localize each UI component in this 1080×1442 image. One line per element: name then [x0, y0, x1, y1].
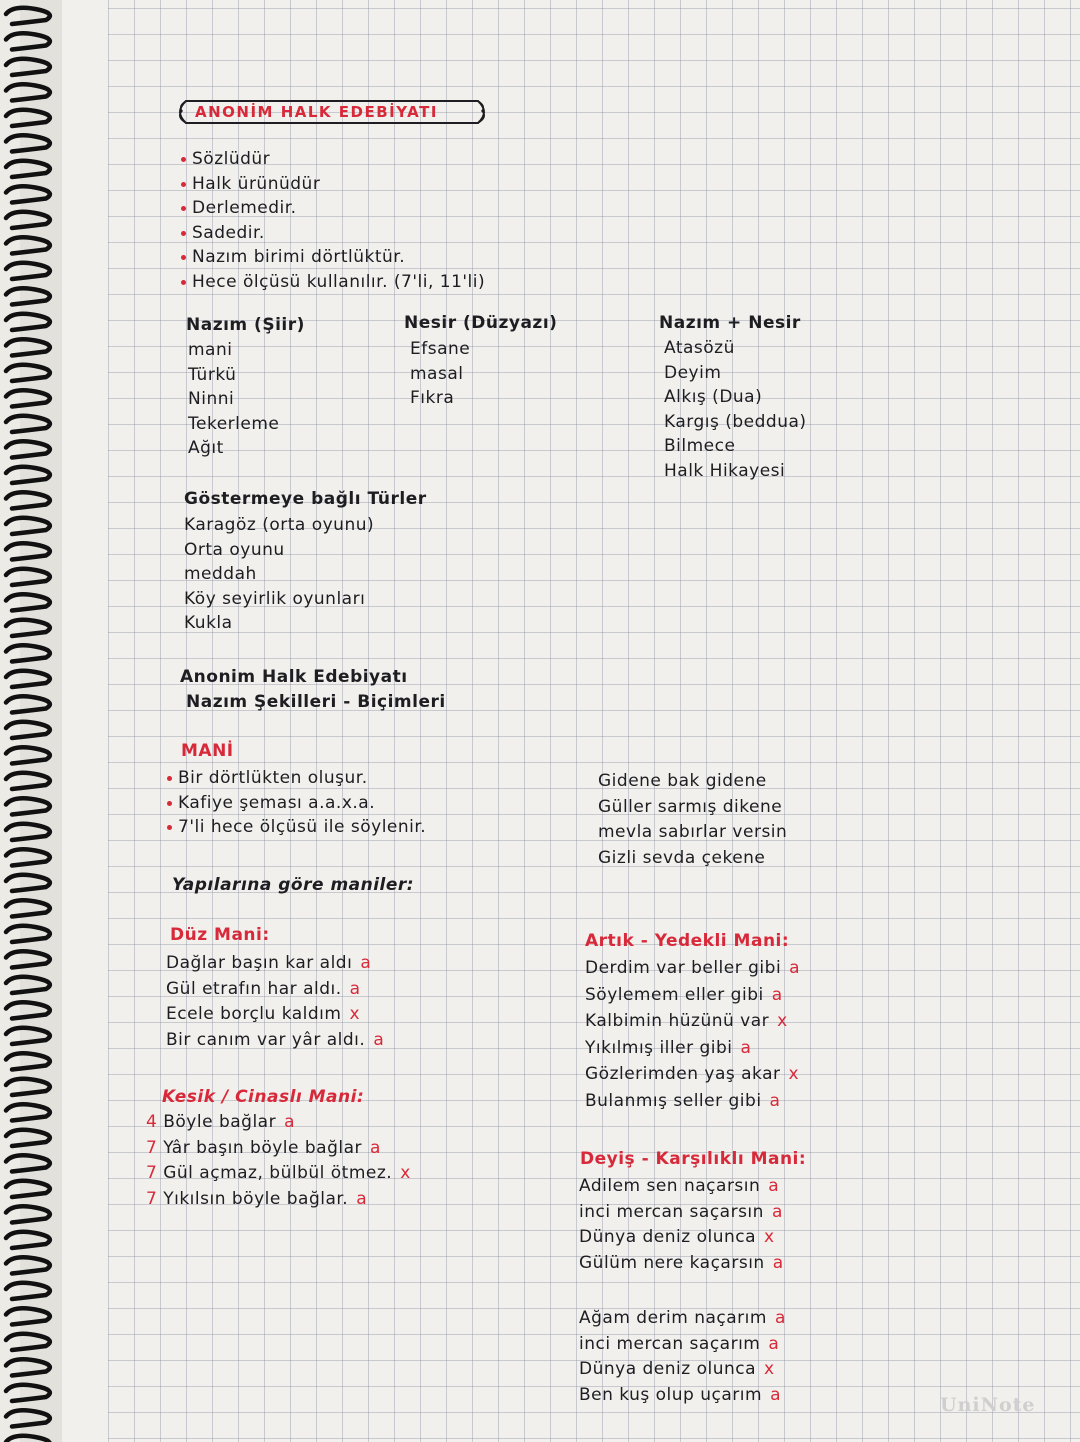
kesik-mani-line [146, 1110, 411, 1135]
spiral-coil [6, 1257, 50, 1273]
spiral-coil [6, 467, 50, 483]
rhyme-mark: a [771, 984, 783, 1005]
spiral-coil [6, 212, 50, 228]
artik-mani-line [585, 1089, 800, 1114]
spiral-coil [6, 569, 50, 585]
gosterme-heading: Göstermeye bağlı Türler [184, 489, 427, 509]
deyis-mani-line [579, 1306, 786, 1331]
spiral-coil [6, 492, 50, 508]
spiral-coil [6, 1155, 50, 1171]
line-text: Yıkılmış iller gibi [585, 1037, 733, 1058]
spiral-coil [6, 671, 50, 687]
mani-example-line: Gizli sevda çekene [598, 847, 766, 868]
spiral-coil [6, 365, 50, 381]
nazim-item: Türkü [188, 364, 237, 385]
spiral-coil [6, 1410, 50, 1426]
spiral-coil [6, 186, 50, 202]
deyis-mani-heading: Deyiş - Karşılıklı Mani: [580, 1149, 807, 1169]
duz-mani-line [166, 951, 384, 976]
kesik-mani-lines [146, 1110, 411, 1211]
line-text: Gül etrafın har aldı. [166, 978, 342, 999]
rhyme-mark: a [360, 953, 372, 973]
nazim-item: Tekerleme [188, 413, 280, 434]
nesir-item: Fıkra [410, 388, 455, 408]
rhyme-mark: a [770, 1384, 781, 1405]
artik-mani-line [585, 1036, 800, 1061]
line-text: Dünya deniz olunca [579, 1227, 757, 1247]
feature-item: Sözlüdür [192, 147, 485, 172]
duz-mani-heading: Düz Mani: [170, 925, 270, 945]
nazim-item: mani [188, 340, 233, 360]
line-text: inci mercan saçarım [579, 1333, 761, 1354]
yapilarina-heading: Yapılarına göre maniler: [172, 875, 415, 895]
spiral-coil [6, 237, 50, 253]
line-text: inci mercan saçarsın [579, 1201, 764, 1222]
kesik-mani-line [146, 1161, 411, 1186]
spiral-coil [6, 1385, 50, 1401]
nazim-nesir-heading: Nazım + Nesir [659, 313, 801, 333]
spiral-coil [6, 900, 50, 916]
feature-item: Hece ölçüsü kullanılır. (7'li, 11'li) [192, 270, 485, 295]
spiral-coil [6, 263, 50, 279]
spiral-coil [6, 1181, 50, 1197]
mani-example-line: Güller sarmış dikene [598, 796, 783, 817]
rhyme-mark: x [764, 1227, 775, 1247]
spiral-coil [6, 416, 50, 432]
artik-mani-line [585, 1009, 800, 1034]
page-title: ANONİM HALK EDEBİYATI [195, 103, 438, 121]
mani-example-line: mevla sabırlar versin [598, 822, 788, 842]
spiral-coil [6, 1359, 50, 1375]
deyis-mani-line [579, 1174, 784, 1199]
spiral-coil [6, 1232, 50, 1248]
rhyme-mark: a [349, 978, 361, 999]
spiral-coil [6, 1206, 50, 1222]
deyis-mani-line [579, 1200, 784, 1225]
artik-mani-lines [585, 956, 800, 1113]
spiral-coil [6, 84, 50, 100]
nazim-item: Ninni [188, 389, 235, 409]
line-text: Adilem sen naçarsın [579, 1176, 761, 1196]
nazim-nesir-item: Alkış (Dua) [664, 387, 763, 407]
mani-example-line: Gidene bak gidene [598, 771, 767, 791]
kesik-mani-heading: Kesik / Cinaslı Mani: [162, 1087, 365, 1107]
nazim-nesir-list [664, 336, 807, 483]
rhyme-mark: a [740, 1037, 752, 1058]
spiral-coil [6, 288, 50, 304]
spiral-coil [6, 339, 50, 355]
nazim-sekilleri-line1: Anonim Halk Edebiyatı [180, 667, 408, 687]
spiral-coil [6, 110, 50, 126]
deyis-mani-lines-2 [579, 1306, 786, 1407]
nazim-nesir-item: Bilmece [664, 436, 736, 456]
rhyme-mark: a [370, 1137, 381, 1158]
rhyme-mark: a [356, 1188, 368, 1209]
deyis-mani-line [579, 1225, 784, 1250]
nazim-sekilleri-line2: Nazım Şekilleri - Biçimleri [186, 692, 446, 712]
feature-item: Derlemedir. [192, 196, 485, 221]
gosterme-item: meddah [184, 564, 257, 584]
spiral-coil [6, 8, 50, 24]
rhyme-mark: x [777, 1011, 788, 1031]
spiral-coil [6, 1002, 50, 1018]
kesik-mani-line [146, 1187, 411, 1212]
spiral-coil [6, 390, 50, 406]
deyis-mani-lines-1 [579, 1174, 784, 1275]
spiral-binding [0, 0, 80, 1442]
rhyme-mark: a [771, 1201, 783, 1222]
rhyme-mark: a [768, 1176, 780, 1196]
deyis-mani-line [579, 1383, 786, 1408]
nesir-heading: Nesir (Düzyazı) [404, 313, 558, 333]
spiral-coil [6, 977, 50, 993]
spiral-coil [6, 849, 50, 865]
rhyme-mark: a [769, 1090, 781, 1111]
artik-mani-line [585, 983, 800, 1008]
mani-bullets [178, 766, 426, 840]
rhyme-mark: a [789, 958, 801, 978]
feature-item: Halk ürünüdür [192, 172, 485, 197]
spiral-coil [6, 1436, 50, 1442]
spiral-coil [6, 696, 50, 712]
line-text: Dağlar başın kar aldı [166, 953, 353, 973]
rhyme-mark: a [284, 1112, 295, 1132]
feature-item: Sadedir. [192, 221, 485, 246]
mani-bullet: 7'li hece ölçüsü ile söylenir. [178, 815, 426, 840]
spiral-coil [6, 33, 50, 49]
spiral-coil [6, 59, 50, 75]
spiral-coil [6, 926, 50, 942]
spiral-coil [6, 1104, 50, 1120]
features-list [192, 147, 485, 294]
duz-mani-line [166, 977, 384, 1002]
nazim-nesir-item: Deyim [664, 362, 722, 383]
line-text: Yıkılsın böyle bağlar. [163, 1188, 349, 1209]
spiral-coil [6, 441, 50, 457]
deyis-mani-line [579, 1332, 786, 1357]
gosterme-item: Karagöz (orta oyunu) [184, 515, 375, 535]
line-text: Dünya deniz olunca [579, 1359, 757, 1379]
line-text: Gözlerimden yaş akar [585, 1064, 781, 1084]
spiral-coil [6, 314, 50, 330]
spiral-coil [6, 620, 50, 636]
spiral-coil [6, 543, 50, 559]
artik-mani-heading: Artık - Yedekli Mani: [585, 931, 790, 951]
line-text: Bir canım var yâr aldı. [166, 1029, 366, 1050]
mani-example [598, 769, 787, 870]
line-text: Ağam derim naçarım [579, 1308, 767, 1328]
spiral-coil [6, 951, 50, 967]
nesir-item: Efsane [410, 339, 471, 359]
rhyme-mark: x [349, 1004, 361, 1024]
artik-mani-line [585, 956, 800, 981]
duz-mani-line [166, 1028, 384, 1053]
mani-bullet: Kafiye şeması a.a.x.a. [178, 791, 426, 816]
line-text: Söylemem eller gibi [585, 984, 764, 1005]
line-text: Bulanmış seller gibi [585, 1090, 762, 1111]
spiral-coil [6, 722, 50, 738]
gosterme-item: Köy seyirlik oyunları [184, 588, 366, 609]
rhyme-mark: a [373, 1029, 385, 1050]
spiral-coil [6, 1334, 50, 1350]
spiral-coil [6, 135, 50, 151]
nesir-item: masal [410, 363, 464, 384]
line-text: Gülüm nere kaçarsın [579, 1252, 765, 1273]
line-text: Kalbimin hüzünü var [585, 1011, 770, 1031]
spiral-coil [6, 875, 50, 891]
deyis-mani-line [579, 1357, 786, 1382]
spiral-coil [6, 1283, 50, 1299]
spiral-coil [6, 1308, 50, 1324]
mani-bullet: Bir dörtlükten oluşur. [178, 766, 426, 791]
mani-heading: MANİ [181, 741, 234, 761]
nazim-nesir-item: Atasözü [664, 338, 735, 358]
artik-mani-line [585, 1062, 800, 1087]
rhyme-mark: x [788, 1064, 800, 1084]
spiral-coil [6, 161, 50, 177]
nesir-list [410, 337, 470, 411]
duz-mani-line [166, 1002, 384, 1027]
deyis-mani-line [579, 1251, 784, 1276]
gosterme-item: Orta oyunu [184, 539, 285, 560]
spiral-coil [6, 518, 50, 534]
gosterme-item: Kukla [184, 613, 233, 633]
rhyme-mark: x [400, 1163, 411, 1183]
spiral-coil [6, 798, 50, 814]
feature-item: Nazım birimi dörtlüktür. [192, 245, 485, 270]
nazim-item: Ağıt [188, 438, 224, 458]
spiral-coil [6, 747, 50, 763]
line-text: Derdim var beller gibi [585, 958, 782, 978]
rhyme-mark: a [772, 1252, 784, 1273]
kesik-mani-line [146, 1136, 411, 1161]
nazim-nesir-item: Halk Hikayesi [664, 460, 786, 481]
line-text: Ecele borçlu kaldım [166, 1004, 342, 1024]
line-text: Ben kuş olup uçarım [579, 1384, 763, 1405]
nazim-nesir-item: Kargış (beddua) [664, 411, 807, 432]
spiral-coil [6, 594, 50, 610]
watermark-logo: UniNote [940, 1394, 1036, 1416]
syllable-count: 7 [146, 1163, 158, 1183]
spiral-coil [6, 1079, 50, 1095]
spiral-coil [6, 1053, 50, 1069]
duz-mani-lines [166, 951, 384, 1052]
spiral-coil [6, 824, 50, 840]
syllable-count: 7 [146, 1188, 158, 1209]
spiral-coil [6, 1130, 50, 1146]
rhyme-mark: a [774, 1308, 786, 1328]
spiral-coil [6, 645, 50, 661]
nazim-list [188, 338, 279, 461]
nazim-heading: Nazım (Şiir) [186, 315, 305, 335]
spiral-coil [6, 773, 50, 789]
syllable-count: 4 [146, 1112, 158, 1132]
rhyme-mark: a [768, 1333, 780, 1354]
line-text: Gül açmaz, bülbül ötmez. [163, 1163, 393, 1183]
line-text: Yâr başın böyle bağlar [163, 1137, 363, 1158]
line-text: Böyle bağlar [163, 1112, 277, 1132]
gosterme-list [184, 513, 374, 636]
spiral-coil [6, 1028, 50, 1044]
rhyme-mark: x [764, 1359, 775, 1379]
syllable-count: 7 [146, 1137, 158, 1158]
